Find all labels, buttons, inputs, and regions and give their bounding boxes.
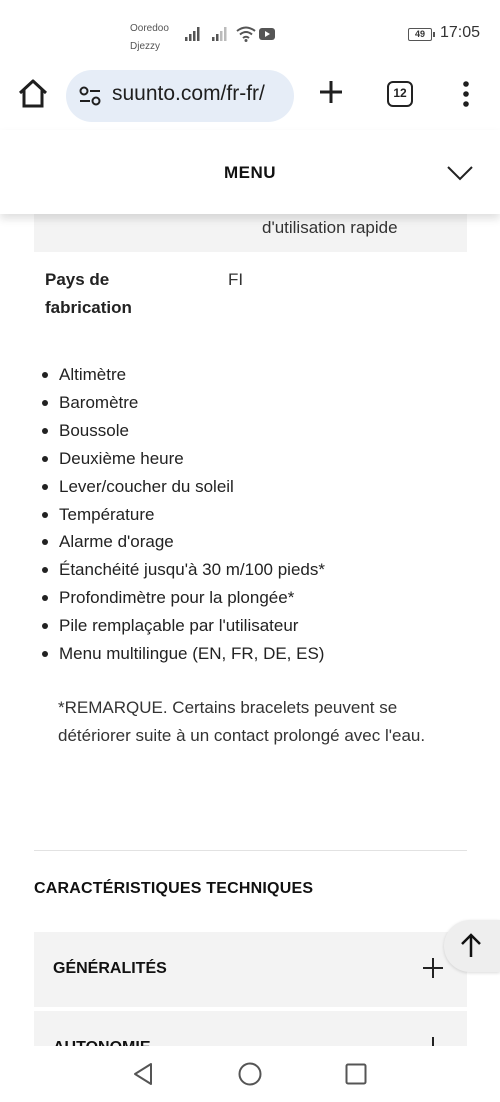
- feature-list: [41, 361, 325, 668]
- list-item: Profondimètre pour la plongée*: [41, 584, 325, 612]
- square-recent-icon[interactable]: [345, 1063, 367, 1085]
- accordion-label[interactable]: GÉNÉRALITÉS: [53, 960, 167, 977]
- list-item: Altimètre: [41, 361, 325, 389]
- chevron-down-icon[interactable]: [446, 164, 474, 182]
- battery-icon: 49: [408, 28, 432, 41]
- accordion-general[interactable]: [34, 932, 467, 1007]
- list-item: Baromètre: [41, 389, 325, 417]
- browser-toolbar: [0, 64, 500, 130]
- scroll-to-top-button[interactable]: [444, 920, 500, 972]
- spec-label-country: Pays de fabrication: [45, 270, 132, 317]
- plus-icon[interactable]: [423, 958, 443, 978]
- home-icon[interactable]: [17, 79, 49, 109]
- list-item: Menu multilingue (EN, FR, DE, ES): [41, 640, 325, 668]
- list-item: Alarme d'orage: [41, 528, 325, 556]
- list-item: Étanchéité jusqu'à 30 m/100 pieds*: [41, 556, 325, 584]
- url-text[interactable]: suunto.com/fr-fr/: [112, 82, 265, 105]
- list-item: Boussole: [41, 417, 325, 445]
- carrier-1: Ooredoo: [130, 23, 169, 34]
- spec-value-country: FI: [228, 270, 244, 289]
- signal-icon: [212, 27, 230, 41]
- spec-value-continued: d'utilisation rapide: [262, 218, 398, 237]
- carrier-names: [130, 20, 169, 56]
- more-vert-icon[interactable]: [462, 80, 470, 108]
- triangle-back-icon[interactable]: [132, 1062, 154, 1086]
- list-item: Température: [41, 501, 325, 529]
- site-menu-bar[interactable]: [0, 130, 500, 214]
- list-item: Deuxième heure: [41, 445, 325, 473]
- list-item: Lever/coucher du soleil: [41, 473, 325, 501]
- signal-icon: [185, 27, 203, 41]
- carrier-2: Djezzy: [130, 41, 161, 52]
- menu-label[interactable]: MENU: [223, 163, 277, 182]
- tune-icon[interactable]: [79, 86, 101, 106]
- footnote: *REMARQUE. Certains bracelets peuvent se détériorer suite à un contact prolongé avec l'eau.: [58, 698, 426, 745]
- tech-specs-title: CARACTÉRISTIQUES TECHNIQUES: [34, 880, 314, 897]
- plus-icon[interactable]: [318, 79, 344, 105]
- spec-row-previous: [34, 214, 467, 252]
- status-bar: [0, 0, 500, 64]
- page-content: [0, 214, 500, 1046]
- circle-home-icon[interactable]: [238, 1062, 262, 1086]
- wifi-icon: [236, 26, 256, 42]
- divider: [34, 850, 467, 851]
- arrow-up-icon[interactable]: [460, 933, 482, 959]
- list-item: Pile remplaçable par l'utilisateur: [41, 612, 325, 640]
- youtube-icon: [259, 28, 275, 40]
- clock: 17:05: [440, 24, 481, 41]
- address-bar[interactable]: [66, 70, 294, 122]
- system-nav-bar: [0, 1046, 500, 1102]
- tab-counter-icon[interactable]: 12: [387, 81, 413, 107]
